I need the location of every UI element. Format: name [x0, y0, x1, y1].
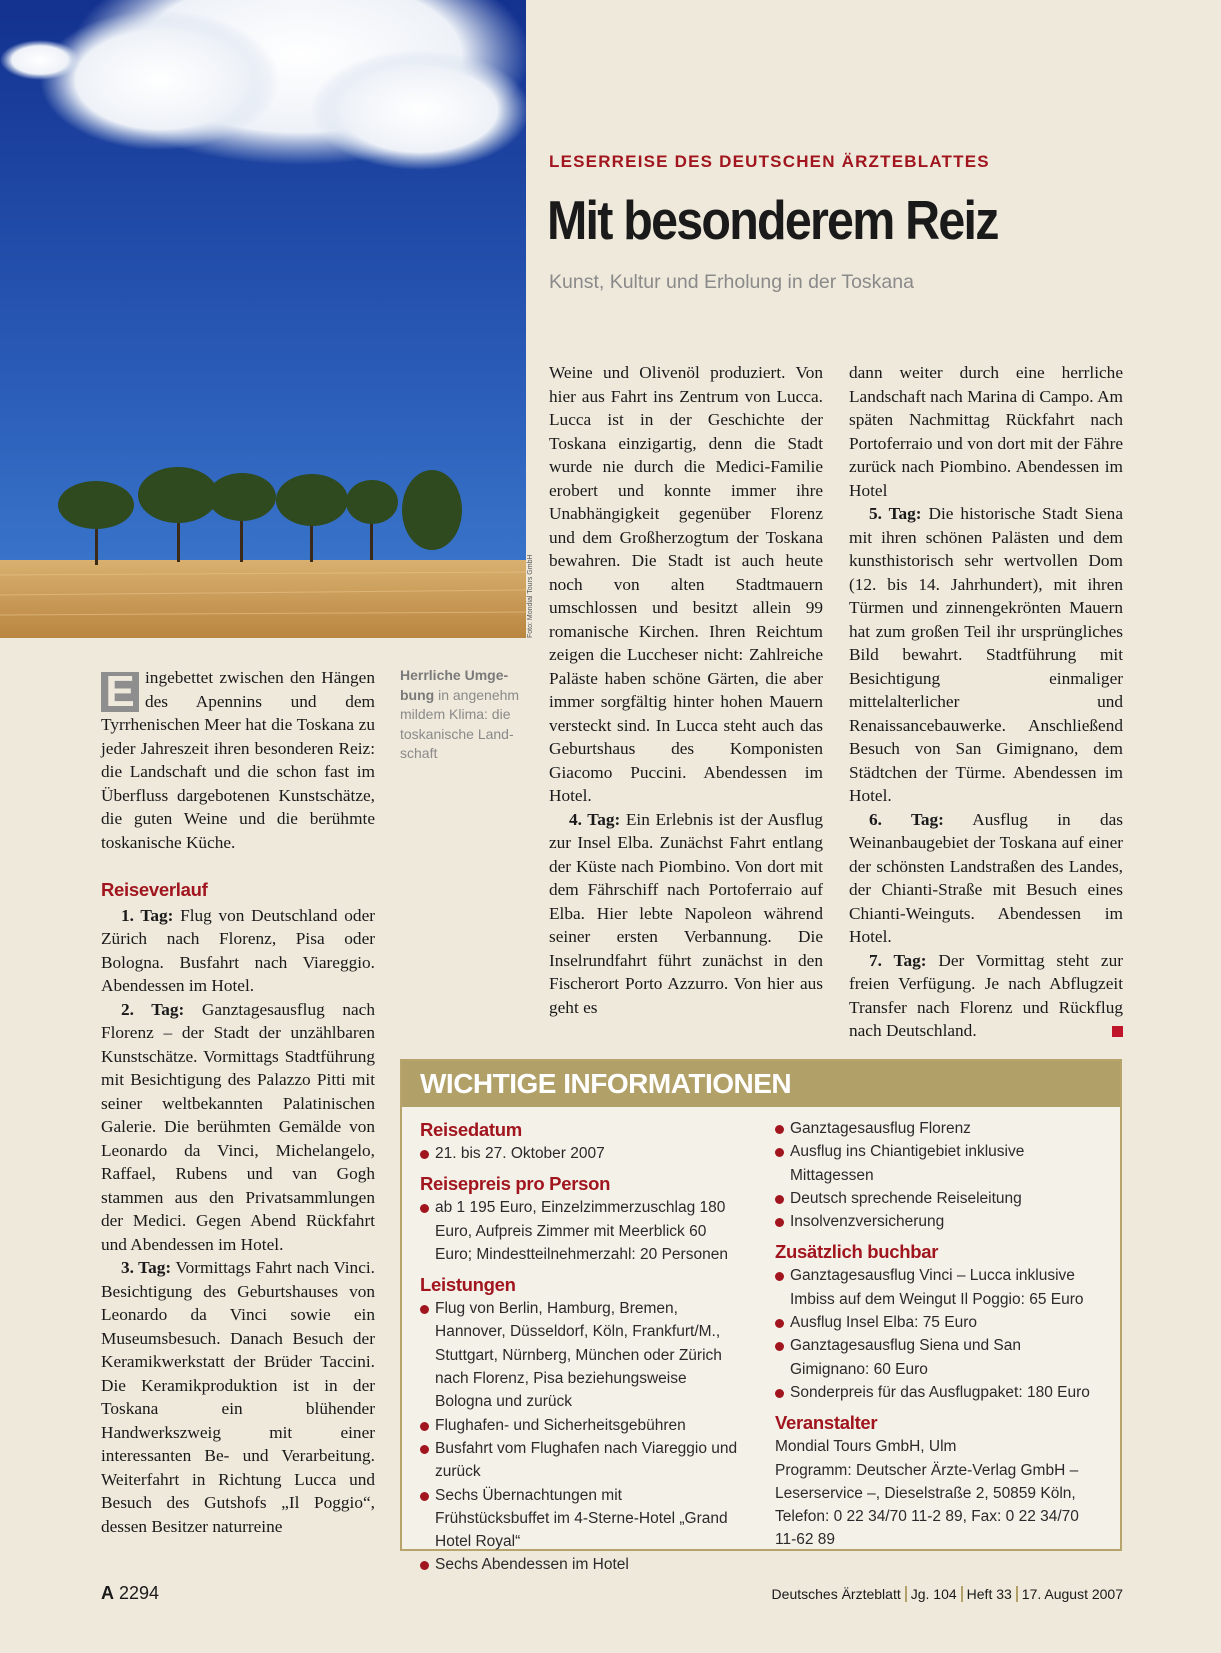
elba-paragraph: dann weiter durch eine herrliche Landschaft nach Marina di Campo. Am späten Nachmittag Rückfahrt nach Portoferraio und von dort mit der Fähre zurück nach Piombino. Abendessen im Hotel: [849, 363, 1123, 500]
leistungen-list-continued: [775, 1117, 1095, 1233]
list-item: 21. bis 27. Oktober 2007: [420, 1142, 740, 1165]
list-item: Ganztagesausflug Florenz: [775, 1117, 1095, 1140]
list-item: ab 1 195 Euro, Einzelzimmerzuschlag 180 Euro, Aufpreis Zimmer mit Meerblick 60 Euro; Mindestteilnehmerzahl: 20 Personen: [420, 1196, 740, 1266]
lucca-paragraph: Weine und Olivenöl produziert. Von hier aus Fahrt ins Zentrum von Lucca. Lucca ist in der Geschichte der Toskana einzigartig, denn die Stadt wurde nie durch die Medici-Familie erobert und konnte immer ihre Unabhängigkeit gegenüber Florenz und dem Großherzogtum der Toskana bewahren. Die Stadt ist auch heute noch von alten Stadtmauern umschlossen und besitzt allein 99 romanische Kirchen. Ihren Reichtum zeigen die Luccheser nicht: Zahlreiche Paläste haben schöne Gärten, die aber immer sorgfältig hinter hohen Mauern versteckt sind. In Lucca steht auch das Geburtshaus des Komponisten Giacomo Puccini. Abendessen im Hotel.: [549, 363, 823, 805]
day-label: 7. Tag:: [869, 950, 927, 970]
veranstalter-name: Mondial Tours GmbH, Ulm: [775, 1438, 957, 1456]
day-text: Der Vormittag steht zur freien Verfügung. Je nach Abflugzeit Transfer nach Florenz und Rückflug nach Deutschland.: [849, 950, 1123, 1040]
list-item: Ganztagesausflug Siena und San Gimignano: 60 Euro: [775, 1334, 1095, 1381]
day-text: Ganztagesausflug nach Florenz – der Stadt der unzählbaren Kunstschätze. Vormittags Stadtführung mit Besichtigung des Palazzo Pitti mit seiner weltbekannten Palatinischen Galerie. Die berühmten Gemälde von Leonardo da Vinci, Michelangelo, Raffael, Rubens und van Gogh stammen aus den Privatsammlungen der Medici. Gegen Abend Rückfahrt und Abendessen im Hotel.: [101, 999, 375, 1254]
day-label: 2. Tag:: [121, 999, 185, 1019]
day-label: 5. Tag:: [869, 504, 922, 523]
list-item: Sechs Abendessen im Hotel: [420, 1553, 740, 1576]
page-title: Mit besonderem Reiz: [547, 189, 998, 251]
day-label: 3. Tag:: [121, 1258, 172, 1277]
list-item: Flug von Berlin, Hamburg, Bremen, Hannover, Düsseldorf, Köln, Frankfurt/M., Stuttgart, Nürnberg, München oder Zürich nach Florenz, Pisa beziehungsweise Bologna und zurück: [420, 1297, 740, 1413]
info-box: [400, 1059, 1122, 1574]
kicker: LESERREISE DES DEUTSCHEN ÄRZTEBLATTES: [549, 152, 990, 171]
day-4: [549, 808, 823, 1020]
day-text: Vormittags Fahrt nach Vinci. Besichtigung des Geburtshauses von Leonardo da Vinci sowie ein Museumsbesuch. Danach Besuch der Keramikwerkstatt der Brüder Taccini. Die Keramikproduktion ist in der Toskana ein blühender Handwerkszweig mit einer interessanten Be- und Verarbeitung. Weiterfahrt in Richtung Lucca und Besuch des Gutshofs „Il Poggio“, dessen Besitzer naturreine: [101, 1258, 375, 1536]
day-text: Die historische Stadt Siena mit ihren schönen Palästen und dem kunsthistorisch sehr wertvollen Dom (12. bis 14. Jahrhundert), mit ihren Türmen und zinnengekrönten Mauern hat zum großen Teil ihr ursprüngliches Bild bewahrt. Stadtführung mit Besichtigung einmaliger mittelalterlicher und Renaissancebauwerke. Anschließend Besuch von San Gimignano, dem Städtchen der Türme. Abendessen im Hotel.: [849, 504, 1123, 805]
photo-credit: Foto: Mondial Tours GmbH: [527, 554, 534, 638]
article-column-1: [101, 666, 375, 1538]
veranstalter-heading: Veranstalter: [775, 1412, 878, 1434]
separator: [905, 1586, 907, 1602]
reisedatum-list: [420, 1142, 740, 1165]
reisepreis-list: [420, 1196, 740, 1266]
day-5: [849, 502, 1123, 808]
list-item: Flughafen- und Sicherheitsgebühren: [420, 1414, 740, 1437]
article-column-3: [849, 361, 1123, 1043]
intro-paragraph: [101, 666, 375, 854]
list-item: Insolvenzversicherung: [775, 1210, 1095, 1233]
end-mark-icon: [1112, 1026, 1123, 1037]
separator: [961, 1586, 963, 1602]
day-label: 4. Tag:: [569, 809, 621, 829]
day-label: 1. Tag:: [121, 905, 174, 925]
date: 17. August 2007: [1021, 1586, 1123, 1602]
day-7: [849, 949, 1123, 1043]
separator: [1016, 1586, 1018, 1602]
day-2: [101, 998, 375, 1257]
list-item: Busfahrt vom Flughafen nach Viareggio und zurück: [420, 1437, 740, 1484]
zusatz-list: [775, 1264, 1095, 1404]
list-item: Deutsch sprechende Reiseleitung: [775, 1187, 1095, 1210]
article-column-2: [549, 361, 823, 1019]
day-text: Ein Erlebnis ist der Ausflug zur Insel Elba. Zunächst Fahrt entlang der Küste nach Piombino. Von dort mit dem Fährschiff nach Portoferraio auf Elba. Hier lebte Napoleon während seiner ersten Verbannung. Die Inselrundfahrt führt zunächst in den Fischerort Porto Azzurro. Von hier aus geht es: [549, 809, 823, 1017]
info-box-title: WICHTIGE INFORMATIONEN: [402, 1061, 1120, 1107]
list-item: Ganztagesausflug Vinci – Lucca inklusive Imbiss auf dem Weingut Il Poggio: 65 Euro: [775, 1264, 1095, 1311]
programm-contact: Programm: Deutscher Ärzte-Verlag GmbH – Leserservice –, Dieselstraße 2, 50859 Köln, Telefon: 0 22 34/70 11-2 89, Fax: 0 22 34/70 11-62 89: [775, 1461, 1079, 1549]
caption-lead: Herrliche Umge- bung: [400, 667, 509, 703]
list-item: Ausflug Insel Elba: 75 Euro: [775, 1311, 1095, 1334]
section-title: Reiseverlauf: [101, 879, 208, 900]
issue: Heft 33: [966, 1586, 1012, 1602]
list-item: Sonderpreis für das Ausflugpaket: 180 Euro: [775, 1381, 1095, 1404]
volume: Jg. 104: [910, 1586, 957, 1602]
publication-info: [772, 1586, 1123, 1602]
subtitle: Kunst, Kultur und Erholung in der Toskana: [549, 271, 914, 293]
day-6: [849, 808, 1123, 949]
list-item: Ausflug ins Chiantigebiet inklusive Mittagessen: [775, 1140, 1095, 1187]
hero-photo: [0, 0, 526, 638]
dropcap: E: [101, 672, 139, 712]
zusatz-heading: Zusätzlich buchbar: [775, 1241, 939, 1263]
info-box-left-column: [420, 1117, 740, 1577]
day-text: Flug von Deutschland oder Zürich nach Florenz, Pisa oder Bologna. Busfahrt nach Viareggio. Abendessen im Hotel.: [101, 905, 375, 995]
page-prefix: A: [101, 1583, 114, 1603]
caption-text: in angenehm mildem Klima: die toskanische Land-schaft: [400, 686, 520, 761]
reisepreis-heading: Reisepreis pro Person: [420, 1173, 611, 1195]
page-number: [101, 1583, 159, 1604]
page-number-value: 2294: [119, 1583, 160, 1603]
reisedatum-heading: Reisedatum: [420, 1119, 522, 1140]
day-1: [101, 904, 375, 998]
day-3: [101, 1256, 375, 1538]
day-label: 6. Tag:: [869, 809, 944, 829]
day-text: Ausflug in das Weinanbaugebiet der Toskana auf einer der schönsten Landstraßen des Landes, der Chianti-Straße mit Besuch eines Chianti-Weinguts. Abendessen im Hotel.: [849, 809, 1123, 946]
photo-caption: [400, 666, 520, 764]
leistungen-list: [420, 1297, 740, 1577]
publication-name: Deutsches Ärzteblatt: [771, 1586, 901, 1602]
leistungen-heading: Leistungen: [420, 1274, 516, 1296]
list-item: Sechs Übernachtungen mit Frühstücksbuffet im 4-Sterne-Hotel „Grand Hotel Royal“: [420, 1484, 740, 1554]
info-box-right-column: [775, 1117, 1095, 1552]
intro-text: ingebettet zwischen den Hängen des Apennins und dem Tyrrhenischen Meer hat die Toskana zu jeder Jahreszeit ihren besonderen Reiz: die Landschaft und die schon fast im Überfluss dargebotenen Kunstschätze, die guten Weine und die berühmte toskanische Küche.: [101, 668, 375, 852]
